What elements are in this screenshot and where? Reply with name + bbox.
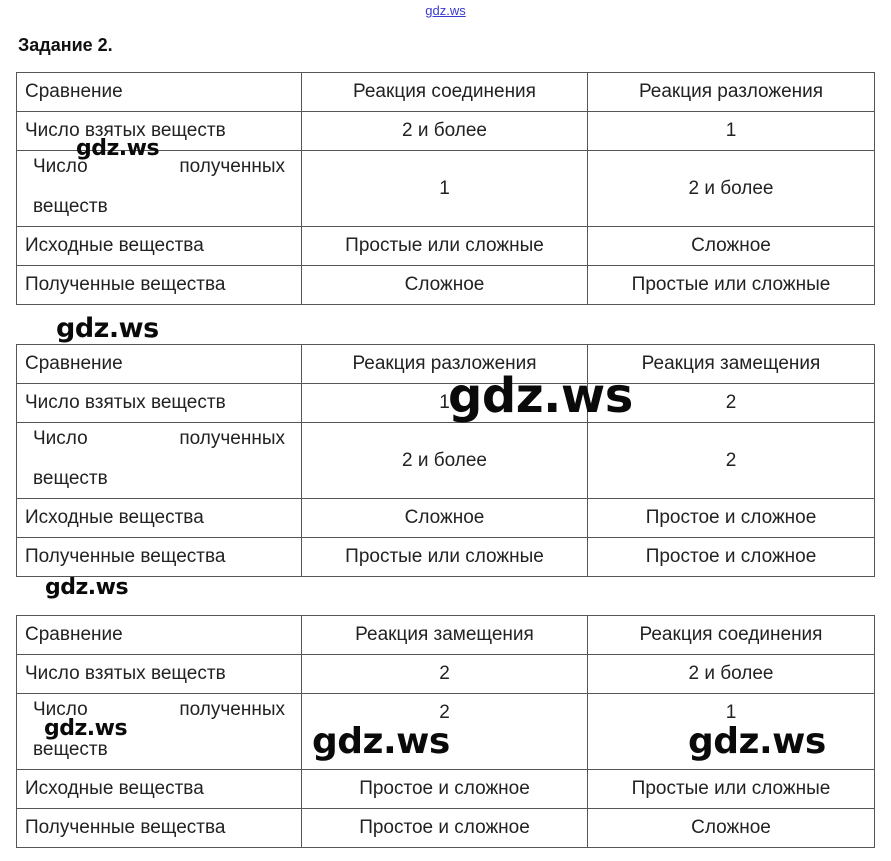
table-cell: 2: [302, 694, 588, 770]
watermark: gdz.ws: [688, 721, 826, 762]
table-row: [17, 151, 875, 227]
table-cell: 2: [302, 655, 588, 694]
table-row: [17, 655, 875, 694]
row-label-part: Число: [33, 428, 88, 449]
table-cell: 1: [302, 384, 588, 423]
table-cell: 2: [588, 423, 875, 499]
row-label-part: Число: [33, 156, 88, 177]
table-cell: Сложное: [588, 809, 875, 848]
watermark: gdz.ws: [45, 575, 129, 600]
row-label-part: веществ: [33, 468, 108, 489]
watermark: gdz.ws: [312, 721, 450, 762]
table-row: [17, 694, 875, 770]
table-cell: Простые или сложные: [302, 227, 588, 266]
table-cell: 1: [302, 151, 588, 227]
table-row-header: [17, 616, 875, 655]
row-label-part: полученных: [179, 156, 285, 177]
row-label-part: веществ: [33, 739, 108, 760]
row-label: [17, 423, 302, 499]
row-label: Исходные вещества: [17, 770, 302, 809]
header-cell: Реакция разложения: [588, 73, 875, 112]
table-row: [17, 770, 875, 809]
table-row: [17, 423, 875, 499]
table-row-header: [17, 345, 875, 384]
header-cell: Сравнение: [17, 73, 302, 112]
watermark: gdz.ws: [44, 716, 128, 741]
table-row: [17, 384, 875, 423]
table-cell: Сложное: [302, 499, 588, 538]
table-cell: Простое и сложное: [302, 809, 588, 848]
watermark: gdz.ws: [448, 368, 633, 424]
table-row-header: [17, 73, 875, 112]
table-cell: Простые или сложные: [588, 770, 875, 809]
table-cell: 2 и более: [588, 655, 875, 694]
row-label: Полученные вещества: [17, 809, 302, 848]
table-cell: Простые или сложные: [588, 266, 875, 305]
table-cell: 1: [588, 112, 875, 151]
row-label: Исходные вещества: [17, 499, 302, 538]
watermark-top-link[interactable]: gdz.ws: [425, 3, 466, 18]
table-cell: Простое и сложное: [302, 770, 588, 809]
table-row: [17, 266, 875, 305]
table-cell: Сложное: [302, 266, 588, 305]
row-label: Исходные вещества: [17, 227, 302, 266]
table-row: [17, 112, 875, 151]
header-cell: Реакция замещения: [302, 616, 588, 655]
row-label: Полученные вещества: [17, 266, 302, 305]
page-title: Задание 2.: [18, 35, 113, 55]
table-cell: Простое и сложное: [588, 499, 875, 538]
table-cell: 2 и более: [302, 112, 588, 151]
watermark: gdz.ws: [76, 136, 160, 161]
header-cell: Реакция соединения: [302, 73, 588, 112]
row-label-part: веществ: [33, 196, 108, 217]
table-row: [17, 809, 875, 848]
header-cell: Реакция разложения: [302, 345, 588, 384]
header-cell: Сравнение: [17, 345, 302, 384]
row-label: Число взятых веществ: [17, 112, 302, 151]
row-label: Полученные вещества: [17, 538, 302, 577]
header-cell: Сравнение: [17, 616, 302, 655]
row-label-part: полученных: [179, 428, 285, 449]
row-label: [17, 151, 302, 227]
header-cell: Реакция замещения: [588, 345, 875, 384]
comparison-table-1: [16, 72, 875, 305]
table-row: [17, 538, 875, 577]
row-label-part: полученных: [179, 699, 285, 720]
table-cell: Сложное: [588, 227, 875, 266]
table-row: [17, 499, 875, 538]
table-cell: 1: [588, 694, 875, 770]
header-cell: Реакция соединения: [588, 616, 875, 655]
table-cell: 2 и более: [302, 423, 588, 499]
row-label: Число взятых веществ: [17, 384, 302, 423]
table-cell: 2: [588, 384, 875, 423]
row-label: Число взятых веществ: [17, 655, 302, 694]
comparison-table-2: [16, 344, 875, 577]
table-row: [17, 227, 875, 266]
watermark: gdz.ws: [56, 313, 159, 344]
row-label-part: Число: [33, 699, 88, 720]
table-cell: Простое и сложное: [588, 538, 875, 577]
comparison-table-3: [16, 615, 875, 848]
row-label: [17, 694, 302, 770]
table-cell: Простые или сложные: [302, 538, 588, 577]
table-cell: 2 и более: [588, 151, 875, 227]
